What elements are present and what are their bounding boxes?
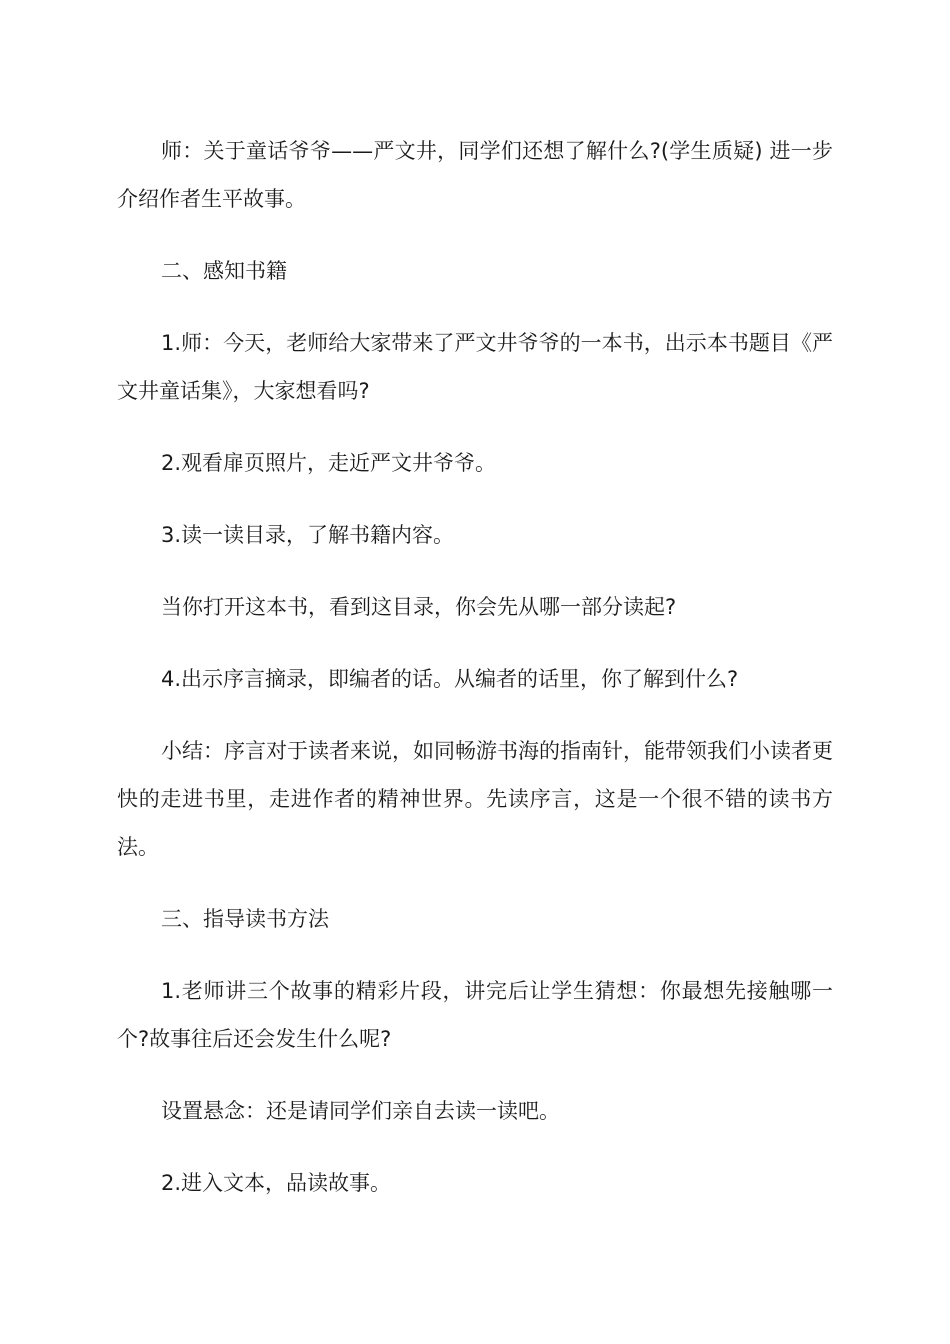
- paragraph-intro-question: 师：关于童话爷爷——严文井，同学们还想了解什么?(学生质疑) 进一步介绍作者生平故事。: [117, 139, 833, 211]
- paragraph-summary: 小结：序言对于读者来说，如同畅游书海的指南针，能带领我们小读者更快的走进书里，走进作者的精神世界。先读序言，这是一个很不错的读书方法。: [117, 739, 833, 859]
- paragraph-step-1-show-book: 1.师：今天，老师给大家带来了严文井爷爷的一本书，出示本书题目《严文井童话集》，大家想看吗?: [117, 331, 833, 403]
- paragraph-contents-question: 当你打开这本书，看到这目录，你会先从哪一部分读起?: [161, 595, 677, 619]
- paragraph-method-step-2: 2.进入文本，品读故事。: [161, 1171, 392, 1195]
- paragraph-suspense: 设置悬念：还是请同学们亲自去读一读吧。: [161, 1099, 560, 1123]
- paragraph-method-step-1: 1.老师讲三个故事的精彩片段，讲完后让学生猜想：你最想先接触哪一个?故事往后还会发生什么呢?: [117, 979, 833, 1051]
- section-heading-perceive-book: 二、感知书籍: [161, 259, 287, 283]
- paragraph-step-4-preface: 4.出示序言摘录，即编者的话。从编者的话里，你了解到什么?: [161, 667, 739, 691]
- section-heading-reading-method: 三、指导读书方法: [161, 907, 329, 931]
- document-body: [117, 127, 833, 1231]
- paragraph-step-2-photo: 2.观看扉页照片，走近严文井爷爷。: [161, 451, 497, 475]
- paragraph-step-3-contents: 3.读一读目录，了解书籍内容。: [161, 523, 455, 547]
